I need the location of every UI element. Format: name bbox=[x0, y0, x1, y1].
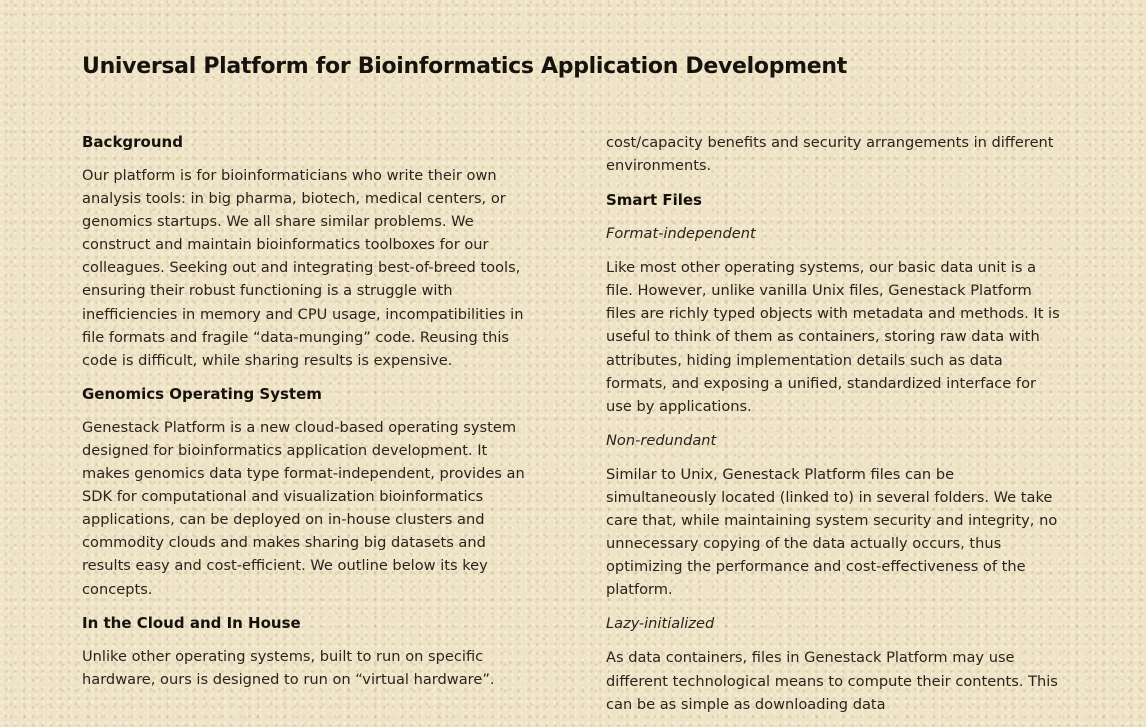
section-heading-genomics-os: Genomics Operating System bbox=[82, 384, 322, 403]
section-cloud-in-house bbox=[82, 612, 530, 691]
paragraph-lazy-initialized: As data containers, files in Genestack Platform may use different technological means to compute their contents. This can be as simple as downloading data bbox=[606, 649, 1058, 713]
subheading-non-redundant: Non-redundant bbox=[606, 431, 717, 449]
section-smart-files bbox=[606, 189, 1066, 716]
paragraph-genomics-os: Genestack Platform is a new cloud-based operating system designed for bioinformatics application development. It makes genomics data type format-independent, provides an SDK for computational and visualization bioinformatics applications, can be deployed on in-house clusters and commodity clouds and makes sharing big datasets and results easy and cost-efficient. We outline below its key concepts. bbox=[82, 418, 525, 598]
paragraph-background: Our platform is for bioinformaticians who write their own analysis tools: in big pharma, biotech, medical centers, or genomics startups. We all share similar problems. We construct and maintain bioinformatics toolboxes for our colleagues. Seeking out and integrating best-of-breed tools, ensuring their robust functioning is a struggle with inefficiencies in memory and CPU usage, incompatibilities in file formats and fragile “data-munging” code. Reusing this code is difficult, while sharing results is expensive. bbox=[82, 167, 524, 369]
section-genomics-os bbox=[82, 383, 530, 601]
right-column bbox=[606, 131, 1066, 727]
section-heading-cloud-in-house: In the Cloud and In House bbox=[82, 613, 301, 632]
paragraph-cloud-in-house: Unlike other operating systems, built to run on specific hardware, ours is designed to run on “virtual hardware”. bbox=[82, 647, 495, 688]
subheading-format-independent: Format-independent bbox=[606, 225, 756, 243]
section-background bbox=[82, 131, 530, 372]
section-heading-background: Background bbox=[82, 133, 183, 151]
subheading-lazy-initialized: Lazy-initialized bbox=[606, 615, 715, 633]
document-title: Universal Platform for Bioinformatics Application Development bbox=[82, 54, 847, 79]
paragraph-non-redundant: Similar to Unix, Genestack Platform files can be simultaneously located (linked to) in several folders. We take care that, while maintaining system security and integrity, no unnecessary copying of the data actually occurs, thus optimizing the performance and cost-effectiveness of the platform. bbox=[606, 465, 1058, 599]
section-heading-smart-files: Smart Files bbox=[606, 191, 702, 210]
paragraph-continuation: cost/capacity benefits and security arrangements in different environments. bbox=[606, 134, 1054, 175]
paragraph-format-independent: Like most other operating systems, our basic data unit is a file. However, unlike vanilla Unix files, Genestack Platform files are richly typed objects with metadata and methods. It is useful to think of them as containers, storing raw data with attributes, hiding implementation details such as data formats, and exposing a unified, standardized interface for use by applications. bbox=[606, 259, 1060, 415]
left-column bbox=[82, 131, 530, 702]
